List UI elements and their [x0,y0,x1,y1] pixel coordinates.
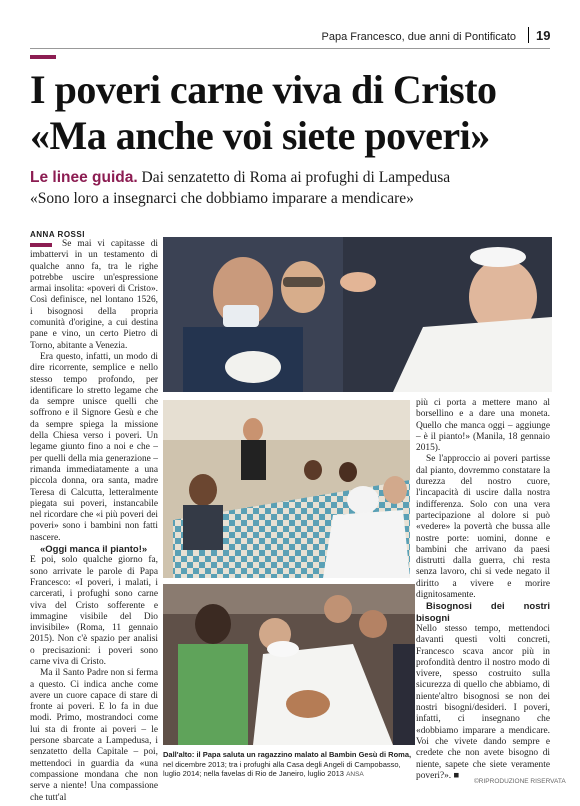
paragraph: Ma il Santo Padre non si ferma a questo. Ci indica anche come avere un cuore capace di stare di fronte ai poveri. E lo fa in due modi. Primo, mostrandoci come lui sta di fronte ai poveri – le persone sbarcate a Lampedusa, i senzatetto della Capitale – poi, mettendoci in guardia da «una compassione mondana che non serve a niente! Una compassione che tutt'al [30,668,158,803]
photo-illustration [163,584,415,745]
photo-caption [163,750,413,780]
headline-line-2: «Ma anche voi siete poveri» [30,113,490,158]
accent-bar [30,55,56,59]
photo-credit: ANSA [346,771,364,779]
photo-illustration [163,400,410,578]
caption-lead: Dall'alto: il Papa saluta un ragazzino malato al Bambin Gesù di Roma, [163,750,412,759]
headline-line-1: I poveri carne viva di Cristo [30,67,497,112]
photo-pope-with-refugees [163,400,410,578]
paragraph: Se l'approccio ai poveri partisse dal pianto, dovremmo constatare la durezza del nostro cuore, l'incapacità di uscire dalla nostra indifferenza. Solo con una vera partecipazione al dolore si può «vedere» la povertà che bussa alle nostre porte: uomini, donne e bambini che arrivano da paesi distrutti dalla guerra, chi resta senza lavoro, chi si vede negato il diritto a vivere e morire dignitosamente. [416,454,550,601]
section-heading: Bisognosi dei nostri bisogni [416,601,550,624]
article-column-3 [416,398,550,781]
photo-pope-blessing-child [163,237,552,392]
header-rule [30,48,550,49]
paragraph: Nello stesso tempo, mettendoci davanti questi volti concreti, Francesco scava ancor più in profondità dentro il nostro modo di vivere, spesso costruito sulla sicurezza di quello che abbiamo, di niente'altro bisognosi se non dei nostri bisogni/desideri. I poveri, infatti, ci insegnano che «dobbiamo imparare a mendicare. Voi che vivete dando sempre e credete che non avete bisogno di niente, sapete che siete veramente poveri?». ■ [416,623,550,781]
paragraph: Era questo, infatti, un modo di dire ricorrente, semplice e nello stesso tempo profondo, per identificare lo stretto legame che da sempre unisce quelli che soffrono e il Signore Gesù e che da sempre spiega la missione della Chiesa verso i poveri. Un legame giunto fino a noi e che – per quelli della mia generazione – rimanda immediatamente a una piccola donna, ora santa, madre Teresa di Calcutta, letteralmente piegata sui poveri, instancabile nel ricordare che «i più poveri dei poveri» sono i bambini non fatti nascere. [30,351,158,543]
subtitle-lead: Le linee guida. [30,169,138,186]
page-number: 19 [536,28,551,43]
subtitle-quote: «Sono loro a insegnarci che dobbiamo imparare a mendicare» [30,190,414,207]
article-column-1 [30,239,158,803]
photo-pope-favela [163,584,415,745]
caption-text: nel dicembre 2013; tra i profughi alla Casa degli Angeli di Campobasso, luglio 2014; nella favelas di Rio de Janeiro, luglio 2013 [163,759,401,779]
copyright-notice: ©RIPRODUZIONE RISERVATA [474,778,566,785]
photo-illustration [163,237,552,392]
paragraph: più ci porta a mettere mano al borsellino e a dare una moneta. Quello che manca oggi – aggiunge – è il pianto!» (Manila, 18 gennaio 2015). [416,398,550,454]
subtitle [30,169,450,187]
subtitle-text: Dai senzatetto di Roma ai profughi di Lampedusa [141,169,451,186]
header-divider [528,27,529,43]
paragraph: Se mai vi capitasse di imbattervi in un testamento di qualche anno fa, tra le righe potrebbe uscire un'espressione armai insolita: «poveri di Cristo». Così definisce, nel lontano 1526, i bisognosi della propria comunità d'origine, a cui destina pane e vino, un certo Pietro di Torno, abitante a Venezia. [30,239,158,351]
paragraph: E poi, solo qualche giorno fa, sono arrivate le parole di Papa Francesco: «I poveri, i malati, i carcerati, i profughi sono carne viva del Cristo sofferente e immagine visibile del Dio invisibile» (Roma, 11 gennaio 2015). Non c'è spazio per analisi o precisazioni: i poveri sono carne viva di Cristo. [30,555,158,667]
section-heading: «Oggi manca il pianto!» [40,544,148,556]
author-byline: ANNA ROSSI [30,230,85,239]
section-title: Papa Francesco, due anni di Pontificato [321,31,516,43]
